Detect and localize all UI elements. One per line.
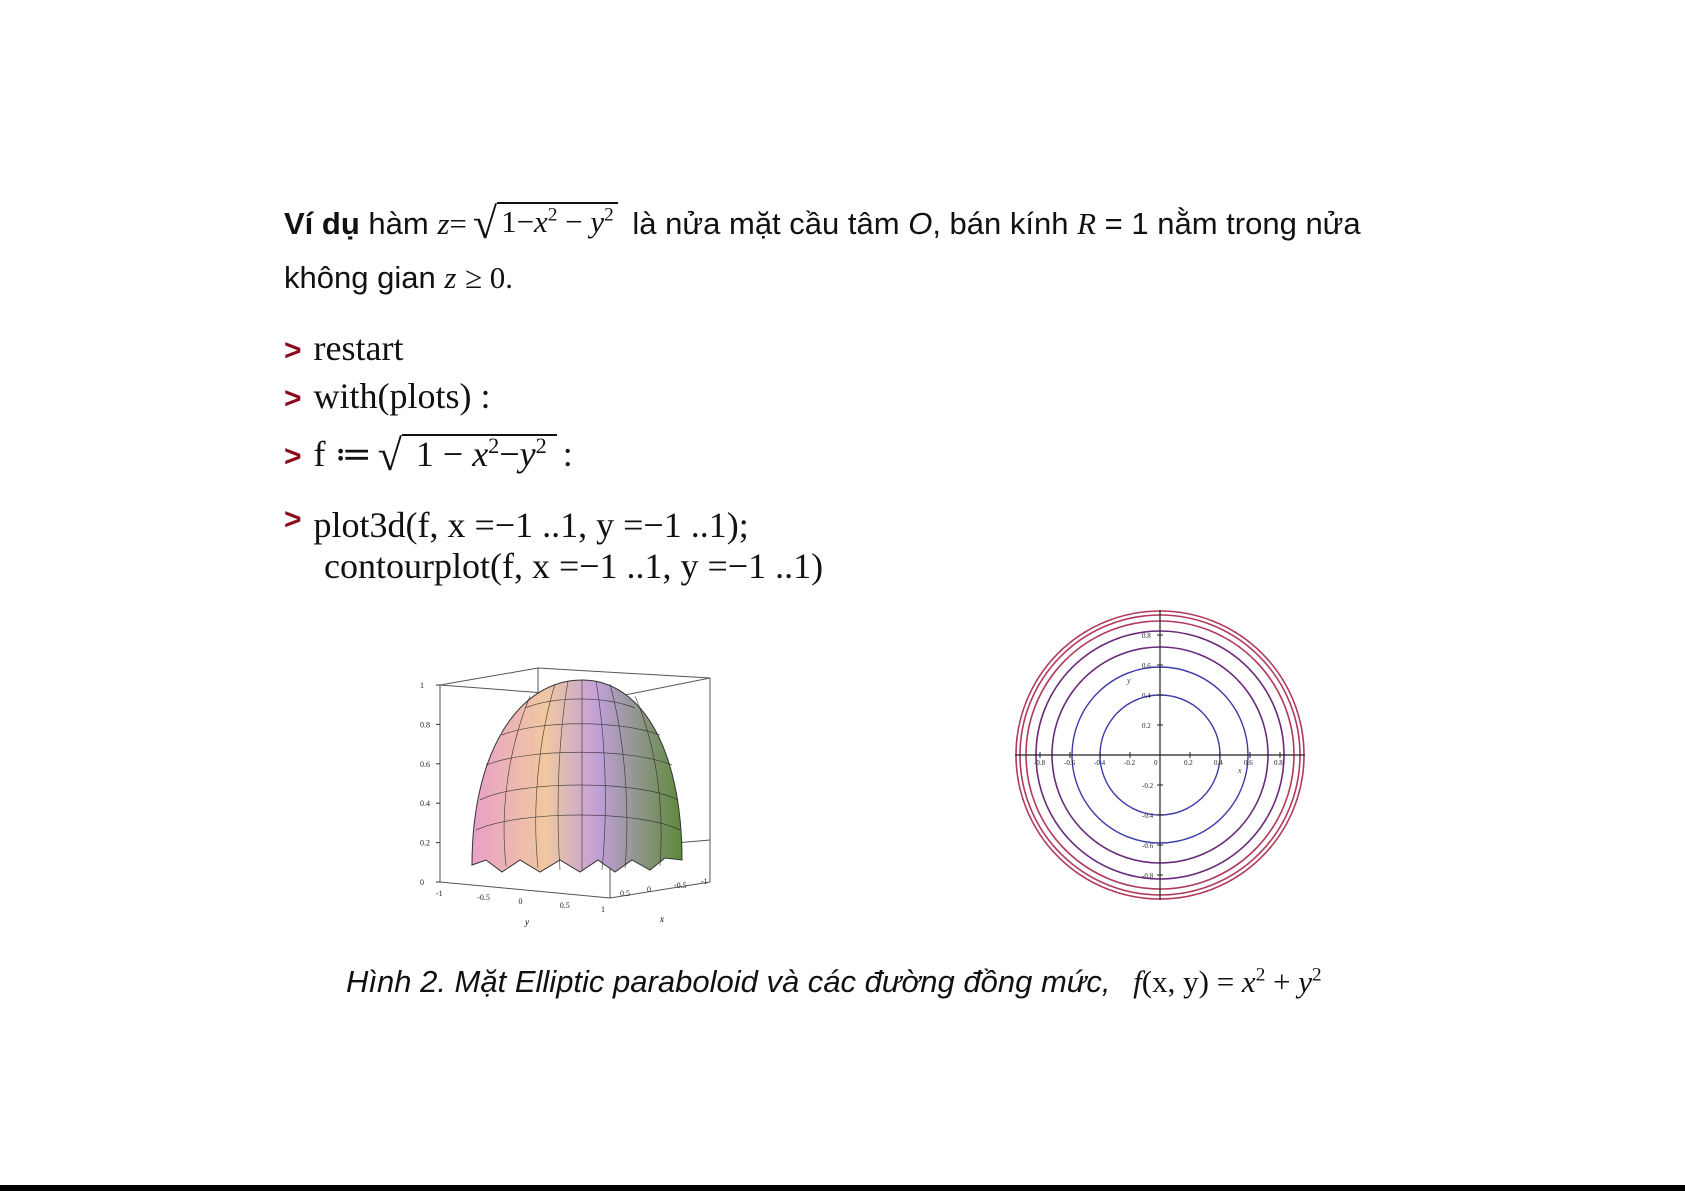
cmd3-sqrt: [377, 431, 557, 480]
plot3d-y-tick-label: 0.5: [559, 901, 570, 910]
command-contourplot: [324, 544, 823, 588]
intro-formula-eq: =: [449, 206, 467, 241]
prompt-icon: >: [284, 440, 302, 473]
plot3d-x-tick-label: 0.5: [620, 889, 630, 898]
command-plot3d: [284, 498, 749, 547]
caption-x-exp: 2: [1255, 964, 1266, 986]
intro-line2-var: z: [444, 260, 457, 295]
contour-y-tick-label: 0.4: [1142, 692, 1151, 700]
cmd4-line2: contourplot(f, x =−1 ..1, y =−1 ..1): [324, 546, 824, 586]
caption-y: y: [1298, 964, 1313, 999]
page-bottom-border: [0, 1185, 1685, 1191]
caption-plus: +: [1265, 964, 1299, 999]
intro-radicand: [497, 202, 618, 240]
contour-x-label: x: [1238, 766, 1242, 775]
intro-sqrt: [472, 199, 618, 248]
cmd3-y: y: [519, 434, 536, 474]
command-restart: [284, 326, 403, 373]
contour-y-tick-label: 0.2: [1142, 722, 1151, 730]
intro-line-1: [284, 200, 1361, 246]
plot3d-y-tick-label: -1: [436, 889, 443, 898]
command-define-f: [284, 432, 573, 479]
contour-x-tick-label: -0.2: [1124, 759, 1136, 767]
intro-line2-text: không gian: [284, 260, 436, 295]
caption-x: x: [1241, 964, 1256, 999]
contour-x-tick-label: 0.4: [1214, 759, 1223, 767]
intro-y-exp: 2: [604, 204, 614, 226]
intro-minus-1: −: [516, 204, 535, 239]
contour-x-tick-label: 0.6: [1244, 759, 1253, 767]
plot3d-y-tick-label: 0: [518, 897, 523, 906]
prompt-icon: >: [284, 382, 302, 415]
intro-text-2: , bán kính: [932, 206, 1069, 241]
cmd3-x: x: [472, 434, 489, 474]
contour-y-tick-label: -0.2: [1142, 782, 1154, 790]
contour-y-tick-label: -0.4: [1142, 812, 1154, 820]
caption-formula: [1133, 964, 1322, 999]
intro-radius: R: [1077, 206, 1097, 241]
caption-y-exp: 2: [1312, 964, 1322, 986]
intro-x-exp: 2: [547, 204, 558, 226]
cmd3-y-exp: 2: [535, 433, 547, 458]
plot3d-x-tick-label: 0: [647, 885, 651, 894]
plot3d-z-tick-label: 0.6: [420, 759, 430, 769]
contour-x-tick-label: -0.6: [1064, 759, 1076, 767]
contour-x-tick-label: 0.2: [1184, 759, 1193, 767]
intro-text-3: nằm trong nửa: [1157, 206, 1361, 241]
contour-y-tick-label: 0.8: [1142, 632, 1151, 640]
prompt-icon: >: [284, 503, 302, 536]
radical-icon: √: [472, 199, 498, 248]
cmd1-text: restart: [313, 328, 404, 368]
intro-formula-lhs: z: [437, 206, 450, 241]
intro-text-1: là nửa mặt cầu tâm: [632, 206, 900, 241]
plot3d-z-tick-label: 0.2: [420, 838, 430, 848]
contour-y-tick-label: -0.8: [1142, 872, 1154, 880]
plot3d-z-tick-label: 0: [420, 878, 424, 887]
contour-x-tick-label: 0: [1154, 759, 1158, 767]
plot3d-x-label: x: [660, 914, 664, 924]
intro-radicand-one: 1: [501, 204, 517, 239]
cmd3-tail: :: [562, 434, 573, 474]
plot3d-x-tick-label: -0.5: [674, 881, 687, 890]
intro-y: y: [590, 204, 605, 239]
plot3d-y-label: y: [525, 917, 529, 927]
contour-x-tick-label: -0.8: [1034, 759, 1046, 767]
cmd2-text: with(plots) :: [313, 376, 491, 416]
cmd3-x-exp: 2: [488, 433, 500, 458]
contour-y-label: y: [1127, 676, 1131, 685]
cmd3-minus: −: [499, 434, 520, 474]
command-with-plots: [284, 374, 491, 421]
plot3d-figure: [420, 660, 730, 940]
cmd4-line1: plot3d(f, x =−1 ..1, y =−1 ..1);: [313, 505, 749, 545]
plot3d-y-tick-label: 1: [601, 905, 605, 914]
caption-f: f: [1133, 964, 1142, 999]
intro-radius-eq: = 1: [1104, 206, 1149, 241]
figure-caption: [346, 958, 1322, 1006]
intro-minus-2: −: [565, 204, 583, 239]
intro-x: x: [534, 204, 548, 239]
contour-figure: [1010, 605, 1320, 905]
plot3d-y-tick-label: -0.5: [477, 893, 490, 902]
intro-center: O: [908, 206, 933, 241]
prompt-icon: >: [284, 334, 302, 367]
plot3d-z-tick-label: 0.4: [420, 799, 430, 809]
plot3d-z-tick-label: 1: [420, 681, 424, 690]
contour-x-tick-label: 0.8: [1274, 759, 1283, 767]
radical-icon: √: [377, 431, 402, 480]
intro-bold-lead: Ví dụ: [284, 206, 360, 241]
caption-args: (x, y): [1141, 964, 1209, 999]
caption-text: Hình 2. Mặt Elliptic paraboloid và các đường đồng mức,: [346, 964, 1111, 999]
cmd3-radicand: [402, 434, 557, 472]
contour-x-tick-label: -0.4: [1094, 759, 1106, 767]
contour-y-tick-label: -0.6: [1142, 842, 1154, 850]
intro-line2-rel: ≥ 0.: [465, 260, 514, 295]
cmd3-lhs: f ≔: [313, 434, 372, 474]
intro-word-ham: hàm: [368, 206, 429, 241]
contour-y-tick-label: 0.6: [1142, 662, 1151, 670]
intro-line-2: [284, 256, 513, 300]
plot3d-z-tick-label: 0.8: [420, 720, 430, 730]
plot3d-x-tick-label: -1: [701, 877, 708, 886]
hemisphere-surface: [472, 680, 682, 872]
cmd3-one-minus: 1 −: [415, 434, 464, 474]
caption-eq: =: [1208, 964, 1242, 999]
